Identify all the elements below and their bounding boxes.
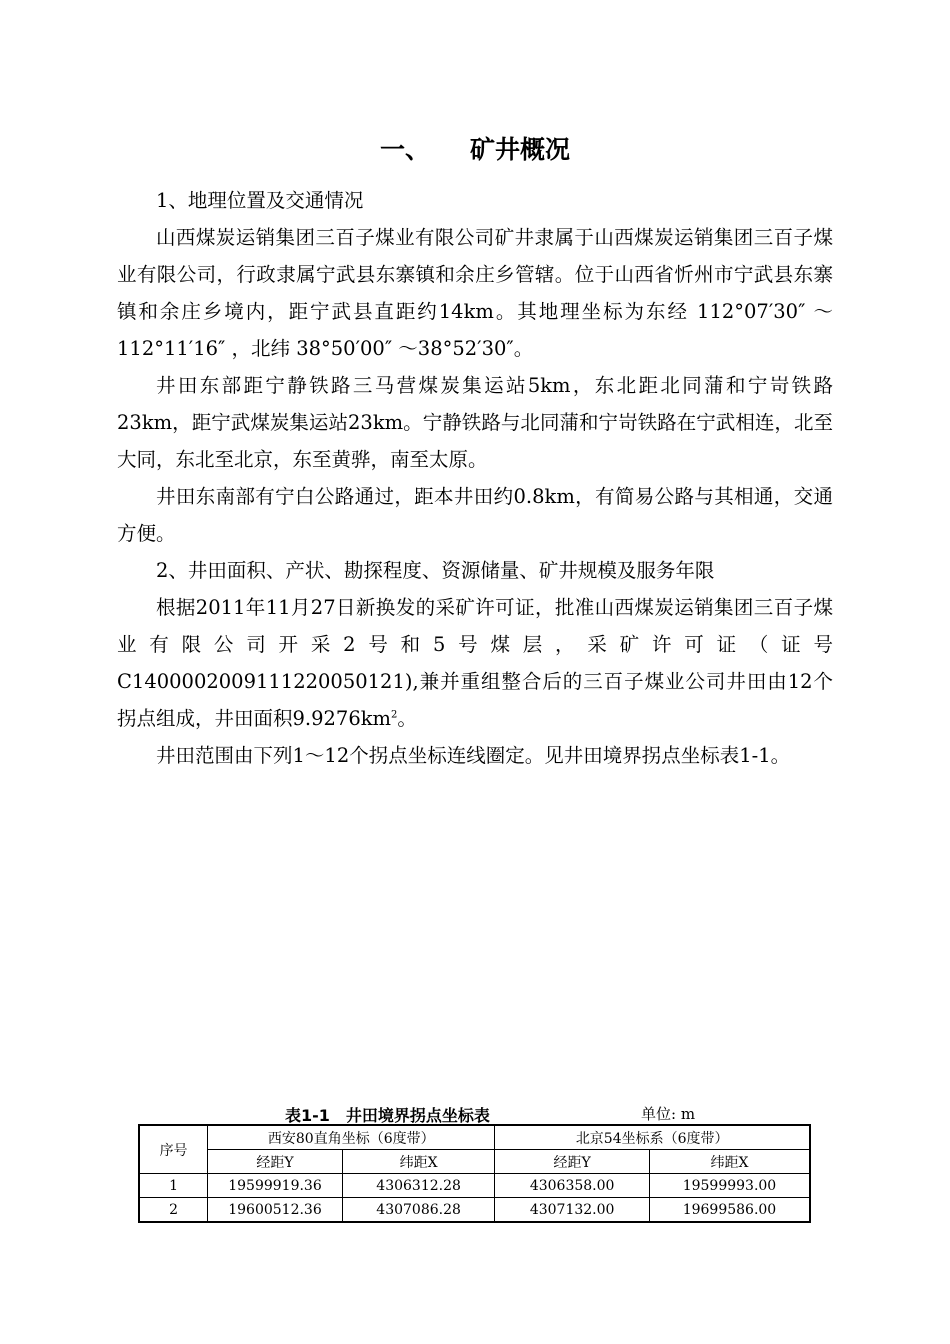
table-cell: 4306312.28 [342, 1174, 495, 1198]
table-cell: 19599993.00 [649, 1174, 810, 1198]
table-cell: 2 [139, 1198, 208, 1223]
table-cell: 19699586.00 [649, 1198, 810, 1223]
paragraph-railway: 井田东部距宁静铁路三马营煤炭集运站5km，东北距北同蒲和宁岢铁路23km，距宁武煤炭集运站23km。宁静铁路与北同蒲和宁岢铁路在宁武相连，北至大同，东北至北京，东至黄骅，南至太原。 [117, 374, 833, 471]
subheader-cell: 经距Y [495, 1150, 650, 1174]
table-header-row [139, 1125, 810, 1150]
section-heading-area: 2、井田面积、产状、勘探程度、资源储量、矿井规模及服务年限 [156, 559, 715, 582]
table-row [139, 1198, 810, 1223]
paragraph-road: 井田东南部有宁白公路通过，距本井田约0.8km，有简易公路与其相通，交通方便。 [117, 485, 833, 545]
section-heading-location: 1、地理位置及交通情况 [156, 189, 364, 212]
paragraph-range: 井田范围由下列1～12个拐点坐标连线圈定。见井田境界拐点坐标表1-1。 [156, 744, 791, 767]
table-cell: 19599919.36 [208, 1174, 343, 1198]
table-caption: 表1-1 井田境界拐点坐标表 [285, 1106, 490, 1125]
chapter-title: 矿井概况 [470, 135, 571, 164]
body-text [117, 182, 833, 774]
paragraph-license [117, 589, 833, 737]
table-cell: 1 [139, 1174, 208, 1198]
coordinate-table [138, 1124, 811, 1223]
header-beijing54: 北京54坐标系（6度带） [495, 1125, 810, 1150]
license-text: 根据2011年11月27日新换发的采矿许可证，批准山西煤炭运销集团三百子煤业有限公司开采2号和5号煤层，采矿许可证（证号C1400002009111220050121),兼并重组整合后的三百子煤业公司井田由12个拐点组成，井田面积9.9276km [117, 596, 833, 730]
table-cell: 4307086.28 [342, 1198, 495, 1223]
chapter-number: 一、 [379, 135, 430, 164]
table-cell: 19600512.36 [208, 1198, 343, 1223]
area-tail: 。 [397, 707, 417, 730]
table-subheader-row [139, 1150, 810, 1174]
table-cell: 4307132.00 [495, 1198, 650, 1223]
table-row [139, 1174, 810, 1198]
subheader-cell: 纬距X [649, 1150, 810, 1174]
area-superscript: 2 [391, 709, 398, 721]
table-unit: 单位: m [641, 1105, 696, 1123]
paragraph-location: 山西煤炭运销集团三百子煤业有限公司矿井隶属于山西煤炭运销集团三百子煤业有限公司，行政隶属宁武县东寨镇和余庄乡管辖。位于山西省忻州市宁武县东寨镇和余庄乡境内，距宁武县直距约14km。其地理坐标为东经 112°07′30″ ～112°11′16″ ，北纬 38°50′00″ ～38°52′30″。 [117, 226, 833, 360]
header-xian80: 西安80直角坐标（6度带） [208, 1125, 495, 1150]
header-index: 序号 [139, 1125, 208, 1174]
subheader-cell: 经距Y [208, 1150, 343, 1174]
chapter-heading [0, 130, 950, 166]
table-cell: 4306358.00 [495, 1174, 650, 1198]
subheader-cell: 纬距X [342, 1150, 495, 1174]
